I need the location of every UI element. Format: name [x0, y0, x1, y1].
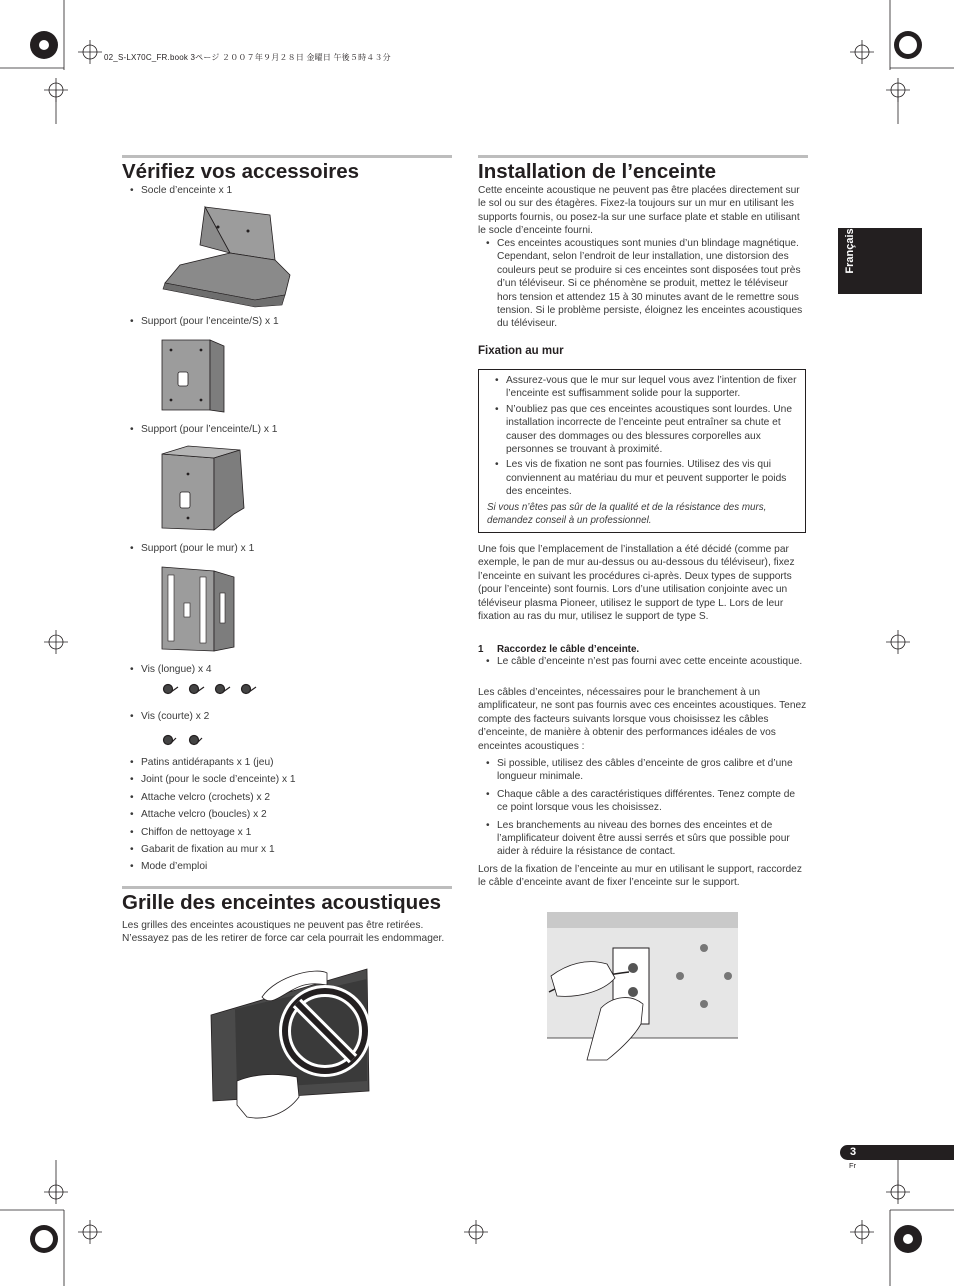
grille-removal-warning-image — [207, 965, 372, 1125]
installation-title: Installation de l’enceinte — [478, 155, 808, 184]
accessory-item-text: • Vis (courte) x 2 — [122, 710, 442, 723]
language-tab — [838, 228, 922, 294]
accessory-item — [122, 184, 442, 197]
accessory-item: • Gabarit de fixation au mur x 1 — [122, 843, 442, 856]
step-1-title: Raccordez le câble d’enceinte. — [497, 644, 640, 655]
grille-title: Grille des enceintes acoustiques — [122, 886, 452, 915]
accessories-title: Vérifiez vos accessoires — [122, 155, 452, 184]
accessory-item — [122, 423, 442, 436]
cable-list — [478, 757, 808, 863]
cable-item: • Les branchements au niveau des bornes des enceintes et de l’amplificateur doivent être aussi serrés et sûrs que possible pour aider à réduire la résistance de contact. — [478, 819, 808, 859]
caution-item: • Assurez-vous que le mur sur lequel vous avez l’intention de fixer l’enceinte est suffisamment solide pour la supporter. — [487, 374, 799, 401]
subheading-fixation: Fixation au mur — [478, 345, 564, 357]
bracket-s-image — [158, 336, 228, 416]
accessory-item — [122, 663, 442, 676]
accessory-item-text: • Support (pour l’enceinte/S) x 1 — [122, 315, 442, 328]
accessory-item: • Attache velcro (boucles) x 2 — [122, 808, 442, 821]
installation-section — [478, 155, 808, 184]
cable-item: • Si possible, utilisez des câbles d’enceinte de gros calibre et d’une longueur minimale. — [478, 757, 808, 784]
accessories-section — [122, 155, 452, 184]
accessory-list — [122, 756, 442, 878]
grille-text: Les grilles des enceintes acoustiques ne peuvent pas être retirées. N’essayez pas de les retirer de force car cela pourrait les endommager. — [122, 920, 445, 945]
caution-list — [487, 374, 799, 499]
accessory-item: • Attache velcro (crochets) x 2 — [122, 791, 442, 804]
grille-section — [122, 886, 452, 915]
language-tab-label: Français — [844, 228, 856, 274]
short-screws-icon — [162, 732, 212, 750]
long-screws-icon — [162, 683, 262, 701]
accessory-item-text: • Socle d’enceinte x 1 — [122, 184, 442, 197]
accessory-item — [122, 710, 442, 723]
installation-paragraph: Une fois que l’emplacement de l’installation a été décidé (comme par exemple, le pan de mur au-dessus ou au-dessous du téléviseur), fixez l’enceinte en suivant les procédures ci-après. Deux types de supports (pour l’enceinte) sont fournis. Lors d’une utilisation conjointe avec un téléviseur plasma Pioneer, utilisez le support de type L. Lors de leur fixation au ras du mur, utilisez le support de type S. — [478, 544, 795, 623]
installation-bullet-text: • Ces enceintes acoustiques sont munies d’un blindage magnétique. Cependant, selon l’endroit de leur installation, une distorsion des couleurs peut se produire si ces enceintes sont disposées tout près d’un téléviseur. Si ce phénomène se produit, mettez le téléviseur hors tension et attendez 15 à 30 minutes avant de le remettre sous tension. Si le problème persiste, éloignez les enceintes acoustiques du téléviseur. — [478, 237, 808, 331]
caution-item: • N’oubliez pas que ces enceintes acoustiques sont lourdes. Une installation incorrecte de l’enceinte peut entraîner sa chute et causer des dommages ou des blessures corporelles aux personnes se trouvant à proximité. — [487, 403, 799, 457]
file-header: 02_S-LX70C_FR.book 3ページ ２００７年９月２８日 金曜日 午後５時４３分 — [104, 53, 391, 62]
step-1-bullet — [478, 655, 808, 668]
accessory-item-text: • Support (pour le mur) x 1 — [122, 542, 442, 555]
cable-connection-image — [547, 912, 739, 1062]
accessory-item: • Joint (pour le socle d’enceinte) x 1 — [122, 773, 442, 786]
speaker-stand-image — [160, 205, 290, 305]
accessory-item: • Patins antidérapants x 1 (jeu) — [122, 756, 442, 769]
final-paragraph: Lors de la fixation de l’enceinte au mur en utilisant le support, raccordez le câble d’enceinte avant de fixer l’enceinte sur le support. — [478, 864, 802, 889]
page-number-bar — [840, 1145, 954, 1160]
installation-intro: Cette enceinte acoustique ne peuvent pas être placées directement sur le sol ou sur des étagères. Fixez-la toujours sur un mur en utilisant les supports fournis, ou posez-la sur une surface plate et stable en utilisant le socle d’enceinte fourni. — [478, 185, 800, 237]
bracket-l-image — [158, 444, 248, 534]
wall-bracket-image — [158, 563, 238, 655]
accessory-item-text: • Support (pour l’enceinte/L) x 1 — [122, 423, 442, 436]
accessory-item: • Mode d’emploi — [122, 860, 442, 873]
cable-item: • Chaque câble a des caractéristiques différentes. Tenez compte de ce point lorsque vous les choisissez. — [478, 788, 808, 815]
step-1-number: 1 — [478, 644, 484, 655]
page-lang: Fr — [849, 1161, 857, 1170]
caution-item: • Les vis de fixation ne sont pas fournies. Utilisez des vis qui conviennent au matériau du mur et peuvent supporter le poids des enceintes. — [487, 458, 799, 498]
cable-paragraph: Les câbles d’enceintes, nécessaires pour le branchement à un amplificateur, ne sont pas fournis avec ces enceintes acoustiques. Tenez compte des facteurs suivants lorsque vous choisissez les câbles d’enceinte, de manière à obtenir des performances idéales de vos enceintes acoustiques : — [478, 687, 807, 752]
accessory-item-text: • Vis (longue) x 4 — [122, 663, 442, 676]
step-1-bullet-text: • Le câble d’enceinte n’est pas fourni avec cette enceinte acoustique. — [478, 655, 808, 668]
accessory-item — [122, 315, 442, 328]
caution-box — [478, 369, 806, 533]
accessory-item — [122, 542, 442, 555]
caution-note: Si vous n’êtes pas sûr de la qualité et de la résistance des murs, demandez conseil à un professionnel. — [487, 501, 767, 527]
accessory-item: • Chiffon de nettoyage x 1 — [122, 826, 442, 839]
page-number: 3 — [850, 1146, 857, 1158]
installation-bullet — [478, 237, 808, 331]
